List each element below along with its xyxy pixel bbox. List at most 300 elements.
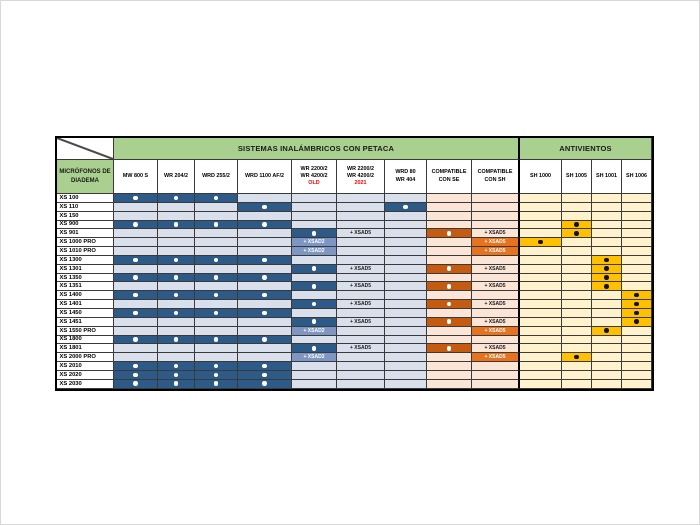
matrix-cell-sh-1006 [622,256,652,265]
dot-marker [214,196,219,201]
matrix-cell-compatible-con-sh [472,194,520,203]
row-label: XS 1800 [57,336,114,345]
matrix-cell-wr-2200-2021 [337,221,385,230]
matrix-cell-wrd-80-wr-404 [385,256,427,265]
matrix-cell-wr-2200-2021 [337,212,385,221]
matrix-cell-compatible-con-se [427,194,472,203]
matrix-cell-sh-1006 [622,203,652,212]
matrix-cell-wrd-80-wr-404 [385,344,427,353]
row-label: XS 901 [57,229,114,238]
matrix-cell-compatible-con-se [427,353,472,362]
matrix-cell-wr-2200-2021 [337,318,385,327]
matrix-cell-wrd-1100-af-2 [238,291,292,300]
matrix-cell-mw-800-s [114,291,158,300]
xsad5-label: + XSAD5 [484,247,506,254]
matrix-cell-compatible-con-sh [472,371,520,380]
dot-marker [174,311,179,316]
column-header-wr-2200-2021 [337,160,385,194]
matrix-cell-compatible-con-sh [472,247,520,256]
column-header-sh-1001 [592,160,622,194]
dot-marker [133,364,138,369]
matrix-cell-compatible-con-sh [472,327,520,336]
matrix-cell-sh-1005 [562,362,592,371]
matrix-cell-mw-800-s [114,353,158,362]
matrix-cell-sh-1001 [592,362,622,371]
column-header-wrd-255-2 [195,160,238,194]
matrix-cell-sh-1001 [592,247,622,256]
row-label: XS 1000 PRO [57,238,114,247]
matrix-cell-compatible-con-se [427,309,472,318]
matrix-cell-wrd-1100-af-2 [238,221,292,230]
matrix-cell-wrd-80-wr-404 [385,212,427,221]
matrix-cell-wrd-80-wr-404 [385,265,427,274]
matrix-cell-compatible-con-sh [472,362,520,371]
matrix-cell-mw-800-s [114,362,158,371]
matrix-cell-wr-204-2 [158,221,195,230]
column-header-label: WR 404 [395,176,416,183]
matrix-cell-wrd-255-2 [195,194,238,203]
matrix-cell-sh-1000 [520,194,562,203]
matrix-cell-compatible-con-sh [472,380,520,389]
matrix-cell-wr-2200-2021 [337,371,385,380]
column-header-sh-1005 [562,160,592,194]
dot-marker [312,302,317,307]
column-header-label: SH 1001 [596,172,617,179]
dot-marker [133,258,138,263]
matrix-cell-wrd-1100-af-2 [238,344,292,353]
matrix-cell-sh-1005 [562,291,592,300]
column-header-label: COMPATIBLE [431,169,467,176]
matrix-cell-wr-2200-old [292,238,337,247]
matrix-cell-wr-2200-2021 [337,353,385,362]
matrix-cell-wrd-255-2 [195,380,238,389]
dot-marker [634,302,639,307]
row-label: XS 1010 PRO [57,247,114,256]
matrix-cell-sh-1000 [520,327,562,336]
matrix-cell-sh-1001 [592,203,622,212]
dot-marker [634,293,639,298]
matrix-cell-wr-2200-2021 [337,344,385,353]
dot-marker [634,319,639,324]
matrix-cell-compatible-con-se [427,274,472,283]
matrix-cell-wr-2200-old [292,247,337,256]
matrix-cell-wr-204-2 [158,274,195,283]
matrix-cell-sh-1000 [520,380,562,389]
matrix-cell-compatible-con-se [427,380,472,389]
matrix-cell-compatible-con-sh [472,336,520,345]
dot-marker [262,311,267,316]
matrix-cell-wr-204-2 [158,353,195,362]
dot-marker [174,222,179,227]
matrix-cell-sh-1000 [520,291,562,300]
matrix-cell-wrd-80-wr-404 [385,229,427,238]
matrix-cell-wrd-80-wr-404 [385,194,427,203]
matrix-cell-wr-2200-old [292,212,337,221]
group-header-sistemas-inalambricos: SISTEMAS INALÁMBRICOS CON PETACA [114,138,520,160]
dot-marker [447,302,452,307]
xsad5-label: + XSAD5 [484,327,506,334]
column-header-label: WR 2200/2 [300,165,328,172]
row-label: XS 1300 [57,256,114,265]
matrix-cell-wr-2200-old [292,318,337,327]
matrix-cell-sh-1000 [520,371,562,380]
matrix-cell-wrd-80-wr-404 [385,203,427,212]
row-label: XS 150 [57,212,114,221]
xsad5-label: + XSAD5 [350,301,371,308]
dot-marker [574,222,579,227]
column-header-wrd-80-wr-404 [385,160,427,194]
dot-marker [133,337,138,342]
xsad5-label: + XSAD5 [350,318,371,325]
matrix-cell-compatible-con-sh [472,265,520,274]
dot-marker [574,231,579,236]
row-label: XS 1301 [57,265,114,274]
matrix-cell-wrd-1100-af-2 [238,336,292,345]
matrix-cell-wr-204-2 [158,212,195,221]
matrix-cell-wrd-80-wr-404 [385,362,427,371]
matrix-cell-wr-204-2 [158,371,195,380]
matrix-cell-sh-1005 [562,309,592,318]
matrix-cell-wrd-1100-af-2 [238,380,292,389]
matrix-cell-sh-1005 [562,221,592,230]
matrix-cell-wrd-80-wr-404 [385,353,427,362]
xsad5-label: + XSAD5 [484,283,506,290]
matrix-cell-wrd-255-2 [195,282,238,291]
column-header-label: SH 1000 [530,172,551,179]
dot-marker [604,284,609,289]
matrix-cell-sh-1005 [562,318,592,327]
matrix-cell-compatible-con-sh [472,309,520,318]
matrix-cell-wrd-255-2 [195,362,238,371]
dot-marker [174,196,179,201]
matrix-cell-sh-1001 [592,336,622,345]
dot-marker [447,319,452,324]
matrix-cell-compatible-con-se [427,291,472,300]
xsad5-label: + XSAD5 [484,354,506,361]
matrix-cell-wrd-80-wr-404 [385,300,427,309]
matrix-cell-sh-1001 [592,212,622,221]
matrix-cell-sh-1000 [520,212,562,221]
matrix-cell-wrd-255-2 [195,371,238,380]
matrix-cell-sh-1006 [622,247,652,256]
dot-marker [214,381,219,386]
matrix-cell-compatible-con-sh [472,274,520,283]
dot-marker [174,373,179,378]
matrix-cell-sh-1001 [592,194,622,203]
dot-marker [133,293,138,298]
matrix-cell-mw-800-s [114,212,158,221]
matrix-cell-compatible-con-sh [472,256,520,265]
matrix-cell-wrd-255-2 [195,336,238,345]
matrix-cell-sh-1006 [622,380,652,389]
matrix-cell-wrd-1100-af-2 [238,229,292,238]
column-header-label: WR 4200/2 [300,172,328,179]
column-header-label: WRD 80 [395,169,416,176]
matrix-cell-sh-1000 [520,344,562,353]
matrix-cell-wrd-1100-af-2 [238,353,292,362]
matrix-cell-wr-204-2 [158,362,195,371]
matrix-cell-wr-2200-2021 [337,336,385,345]
matrix-cell-wr-2200-2021 [337,380,385,389]
dot-marker [262,205,267,210]
column-header-label: WRD 1100 AF/2 [244,172,285,179]
matrix-cell-wrd-1100-af-2 [238,247,292,256]
matrix-cell-sh-1006 [622,336,652,345]
matrix-cell-compatible-con-se [427,221,472,230]
matrix-cell-compatible-con-se [427,300,472,309]
matrix-cell-wr-2200-old [292,327,337,336]
matrix-cell-wr-2200-2021 [337,300,385,309]
matrix-cell-wr-2200-2021 [337,194,385,203]
matrix-cell-mw-800-s [114,300,158,309]
column-header-sublabel: 2021 [354,180,367,186]
matrix-cell-wrd-255-2 [195,256,238,265]
matrix-cell-wr-2200-2021 [337,327,385,336]
xsad5-label: + XSAD5 [484,239,506,246]
matrix-cell-compatible-con-se [427,212,472,221]
matrix-cell-wr-204-2 [158,380,195,389]
matrix-cell-sh-1000 [520,300,562,309]
matrix-cell-compatible-con-se [427,203,472,212]
column-header-label: WR 4200/2 [347,172,374,179]
matrix-cell-wr-204-2 [158,318,195,327]
matrix-cell-compatible-con-se [427,371,472,380]
dot-marker [174,258,179,263]
matrix-cell-sh-1001 [592,291,622,300]
dot-marker [604,275,609,280]
xsad2-label: + XSAD2 [303,327,325,334]
matrix-cell-sh-1000 [520,353,562,362]
matrix-cell-wr-204-2 [158,291,195,300]
matrix-cell-wr-2200-old [292,380,337,389]
matrix-cell-wr-2200-old [292,336,337,345]
matrix-cell-wr-2200-2021 [337,362,385,371]
matrix-cell-sh-1000 [520,256,562,265]
matrix-cell-sh-1005 [562,247,592,256]
matrix-cell-wr-2200-2021 [337,265,385,274]
matrix-cell-wrd-1100-af-2 [238,371,292,380]
column-header-sublabel: OLD [308,180,320,186]
row-header-title [57,160,114,194]
row-label: XS 2020 [57,371,114,380]
column-header-compatible-con-se [427,160,472,194]
row-label: XS 1450 [57,309,114,318]
matrix-cell-sh-1001 [592,300,622,309]
matrix-cell-sh-1006 [622,238,652,247]
matrix-cell-sh-1000 [520,229,562,238]
dot-marker [133,381,138,386]
matrix-cell-wr-2200-2021 [337,238,385,247]
matrix-cell-wr-2200-2021 [337,274,385,283]
dot-marker [262,275,267,280]
matrix-cell-sh-1001 [592,256,622,265]
dot-marker [403,205,408,210]
matrix-cell-compatible-con-sh [472,291,520,300]
dot-marker [538,240,543,245]
matrix-cell-sh-1000 [520,238,562,247]
column-header-wrd-1100-af-2 [238,160,292,194]
row-label: XS 1351 [57,282,114,291]
matrix-cell-sh-1006 [622,212,652,221]
matrix-cell-wr-204-2 [158,265,195,274]
matrix-cell-wrd-255-2 [195,327,238,336]
matrix-cell-wrd-80-wr-404 [385,371,427,380]
row-label: XS 110 [57,203,114,212]
matrix-cell-sh-1006 [622,327,652,336]
matrix-cell-wrd-255-2 [195,318,238,327]
matrix-cell-sh-1001 [592,309,622,318]
xsad5-label: + XSAD5 [484,301,506,308]
matrix-cell-mw-800-s [114,380,158,389]
xsad2-label: + XSAD2 [303,239,325,246]
row-label: XS 2000 PRO [57,353,114,362]
column-header-wr-204-2 [158,160,195,194]
matrix-cell-wr-204-2 [158,247,195,256]
xsad5-label: + XSAD5 [484,265,506,272]
dot-marker [174,275,179,280]
column-header-label: WRD 255/2 [202,172,230,179]
matrix-cell-wrd-80-wr-404 [385,380,427,389]
matrix-cell-sh-1000 [520,318,562,327]
matrix-cell-sh-1005 [562,336,592,345]
matrix-cell-wrd-1100-af-2 [238,212,292,221]
matrix-cell-wr-2200-2021 [337,291,385,300]
xsad5-label: + XSAD5 [350,283,371,290]
dot-marker [133,311,138,316]
matrix-cell-sh-1005 [562,229,592,238]
xsad2-label: + XSAD2 [303,247,325,254]
matrix-cell-sh-1006 [622,353,652,362]
dot-marker [214,337,219,342]
dot-marker [174,293,179,298]
matrix-cell-wrd-1100-af-2 [238,265,292,274]
matrix-cell-wrd-1100-af-2 [238,194,292,203]
xsad5-label: + XSAD5 [350,265,371,272]
matrix-cell-wr-2200-old [292,194,337,203]
matrix-cell-sh-1005 [562,238,592,247]
matrix-cell-mw-800-s [114,282,158,291]
column-header-compatible-con-sh [472,160,520,194]
dot-marker [604,258,609,263]
matrix-cell-sh-1006 [622,344,652,353]
column-header-mw-800-s [114,160,158,194]
matrix-cell-sh-1000 [520,265,562,274]
matrix-cell-wr-2200-2021 [337,203,385,212]
compatibility-table [55,136,654,391]
matrix-cell-sh-1001 [592,238,622,247]
dot-marker [447,284,452,289]
matrix-cell-wrd-80-wr-404 [385,274,427,283]
matrix-cell-compatible-con-sh [472,318,520,327]
matrix-cell-sh-1000 [520,336,562,345]
matrix-cell-sh-1006 [622,265,652,274]
matrix-cell-wrd-255-2 [195,344,238,353]
matrix-cell-sh-1001 [592,327,622,336]
matrix-cell-sh-1006 [622,274,652,283]
matrix-cell-wr-2200-old [292,291,337,300]
matrix-cell-wrd-1100-af-2 [238,203,292,212]
matrix-cell-wr-204-2 [158,344,195,353]
matrix-cell-sh-1005 [562,327,592,336]
column-header-label: SH 1006 [626,172,647,179]
matrix-cell-mw-800-s [114,336,158,345]
matrix-cell-sh-1005 [562,380,592,389]
row-header-line: MICRÓFONOS DE [59,169,111,176]
dot-marker [174,337,179,342]
matrix-cell-wr-2200-2021 [337,309,385,318]
matrix-cell-sh-1001 [592,353,622,362]
matrix-cell-compatible-con-se [427,229,472,238]
dot-marker [604,328,609,333]
matrix-cell-wr-2200-2021 [337,282,385,291]
matrix-cell-sh-1006 [622,194,652,203]
matrix-cell-wr-2200-old [292,221,337,230]
column-header-sh-1006 [622,160,652,194]
column-header-label: WR 2200/2 [347,165,374,172]
dot-marker [214,311,219,316]
dot-marker [214,293,219,298]
matrix-cell-wrd-255-2 [195,265,238,274]
matrix-cell-compatible-con-sh [472,221,520,230]
matrix-cell-sh-1005 [562,256,592,265]
column-header-label: SH 1005 [566,172,587,179]
matrix-cell-sh-1005 [562,300,592,309]
dot-marker [174,381,179,386]
matrix-cell-wrd-255-2 [195,212,238,221]
xsad5-label: + XSAD5 [484,318,506,325]
matrix-cell-wr-204-2 [158,203,195,212]
dot-marker [214,275,219,280]
xsad5-label: + XSAD5 [484,345,506,352]
dot-marker [174,364,179,369]
matrix-cell-wrd-1100-af-2 [238,238,292,247]
matrix-cell-sh-1006 [622,371,652,380]
xsad5-label: + XSAD5 [484,230,506,237]
matrix-cell-sh-1005 [562,212,592,221]
row-label: XS 2010 [57,362,114,371]
matrix-cell-sh-1000 [520,203,562,212]
dot-marker [214,222,219,227]
matrix-cell-sh-1005 [562,344,592,353]
matrix-cell-sh-1005 [562,265,592,274]
matrix-cell-wrd-80-wr-404 [385,291,427,300]
matrix-cell-mw-800-s [114,203,158,212]
matrix-cell-compatible-con-se [427,327,472,336]
matrix-cell-wr-204-2 [158,282,195,291]
matrix-cell-wrd-255-2 [195,238,238,247]
matrix-cell-compatible-con-se [427,238,472,247]
column-header-label: CON SH [484,176,506,183]
matrix-cell-compatible-con-sh [472,353,520,362]
matrix-cell-mw-800-s [114,221,158,230]
matrix-cell-wr-204-2 [158,300,195,309]
matrix-cell-mw-800-s [114,318,158,327]
column-header-label: WR 204/2 [164,172,188,179]
matrix-cell-wrd-1100-af-2 [238,327,292,336]
matrix-cell-sh-1001 [592,344,622,353]
matrix-cell-wrd-255-2 [195,291,238,300]
matrix-cell-wrd-255-2 [195,274,238,283]
dot-marker [447,346,452,351]
matrix-cell-mw-800-s [114,371,158,380]
dot-marker [447,266,452,271]
matrix-cell-compatible-con-sh [472,282,520,291]
matrix-cell-wrd-1100-af-2 [238,309,292,318]
matrix-cell-sh-1006 [622,300,652,309]
diagonal-line [57,138,113,159]
matrix-cell-sh-1005 [562,203,592,212]
matrix-cell-sh-1005 [562,282,592,291]
